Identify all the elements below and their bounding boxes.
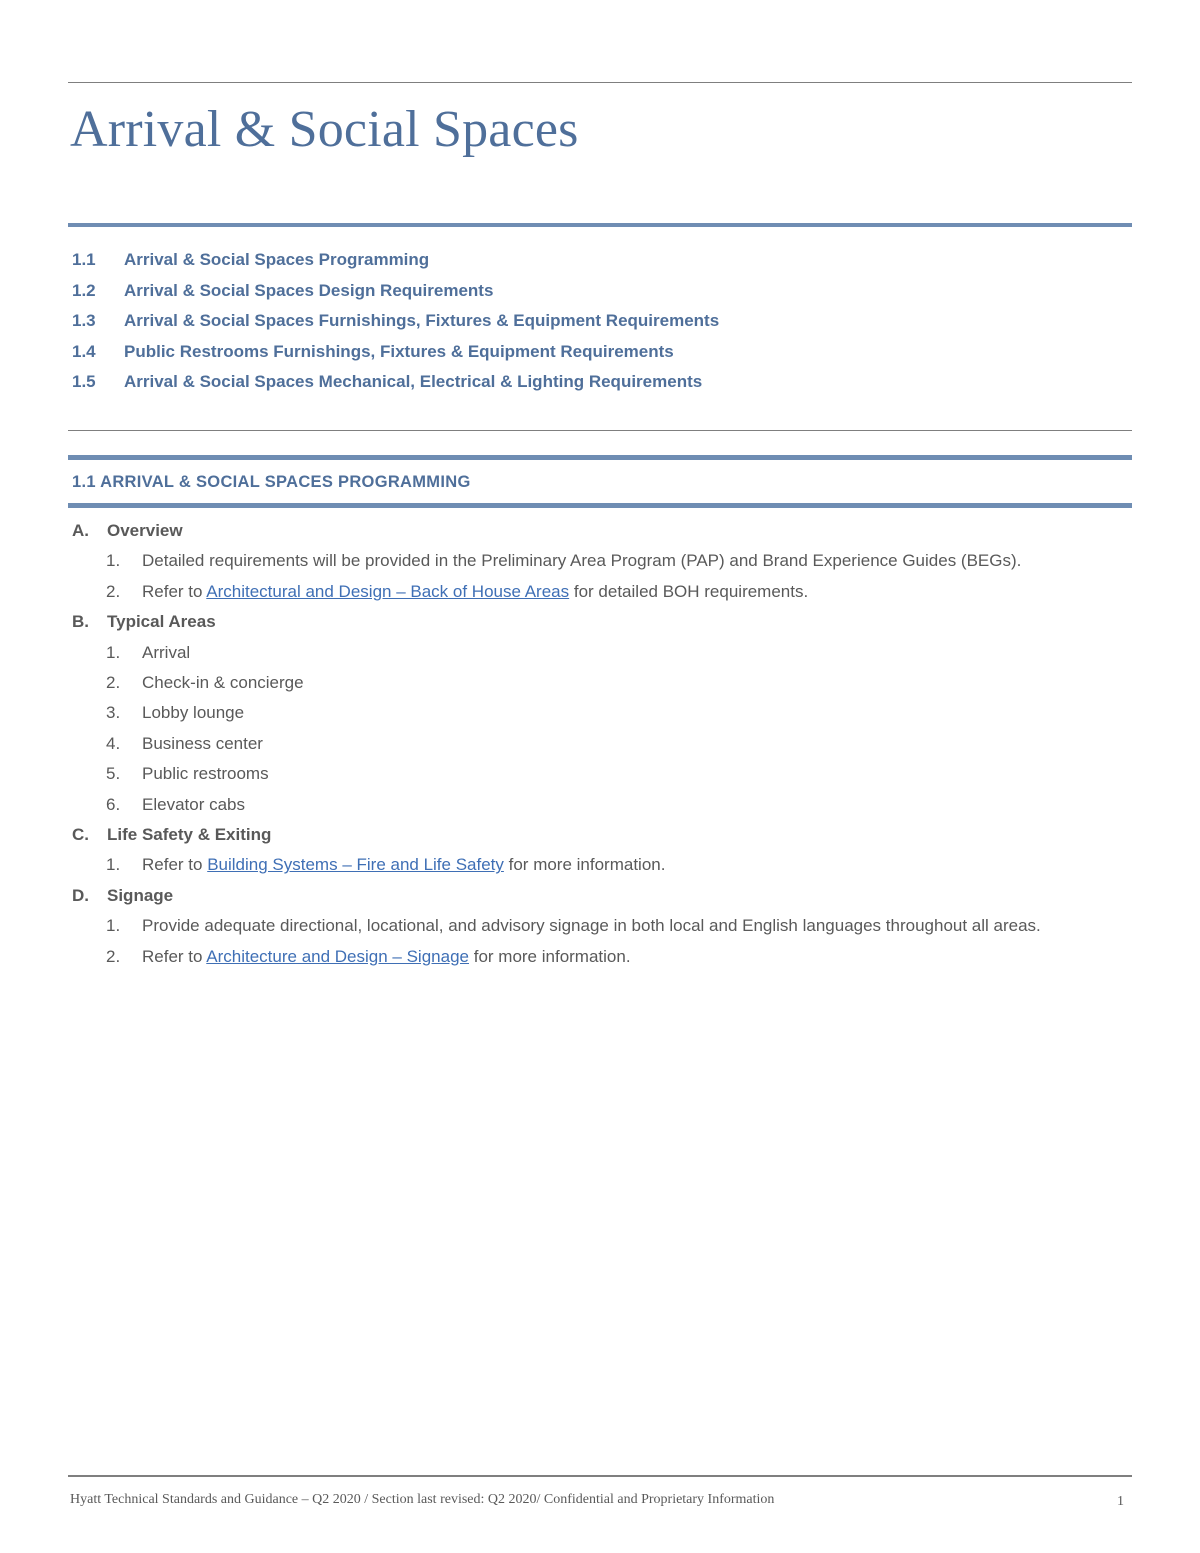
toc-label: Arrival & Social Spaces Design Requirements [124,280,494,300]
list-number: 6. [106,794,121,814]
toc-label: Arrival & Social Spaces Programming [124,250,430,269]
toc-divider [68,430,1132,431]
title-underline [68,223,1132,227]
section-heading-top-bar [68,455,1132,460]
footer-text: Hyatt Technical Standards and Guidance – Q2 2020 / Section last revised: Q2 2020/ Confidential and Proprietary Information [70,1492,775,1507]
outline-letter: B. [72,612,89,632]
toc-label: Arrival & Social Spaces Mechanical, Electrical & Lighting Requirements [124,372,703,391]
outline-letter: D. [72,885,89,905]
page-number: 1 [1117,1494,1124,1509]
list-text-pre: Refer to [142,855,208,875]
toc-entry-1-1[interactable] [72,245,1132,276]
list-number: 2. [106,581,121,601]
fire-and-life-safety-link[interactable]: Building Systems – Fire and Life Safety [207,855,504,875]
list-number: 1. [106,642,121,662]
toc-number: 1.3 [72,311,96,330]
toc-entry-1-5[interactable] [72,367,1132,398]
outline-heading-text: Typical Areas [107,612,216,632]
list-item [72,911,1122,941]
list-text: Elevator cabs [142,794,245,814]
outline-heading-life-safety [72,820,1122,850]
list-item [72,577,1122,607]
list-item [72,729,1122,759]
list-item [72,790,1122,820]
toc-number: 1.5 [72,372,96,391]
list-text: Detailed requirements will be provided in the Preliminary Area Program (PAP) and Brand Experience Guides (BEGs). [142,551,1022,571]
list-number: 3. [106,703,121,723]
signage-link[interactable]: Architecture and Design – Signage [206,946,469,966]
list-text-post: for more information. [503,855,666,875]
list-number: 4. [106,733,121,753]
list-item [72,668,1122,698]
top-divider [68,82,1132,83]
list-number: 1. [106,551,121,571]
list-item [72,759,1122,789]
outline-heading-text: Signage [107,885,174,905]
toc-entry-1-4[interactable] [72,337,1132,368]
outline-heading-overview [72,516,1122,546]
toc-label: Public Restrooms Furnishings, Fixtures & Equipment Requirements [124,341,674,361]
list-text-post: for detailed BOH requirements. [569,581,809,601]
list-number: 2. [106,946,121,966]
list-number: 1. [106,916,121,936]
back-of-house-areas-link[interactable]: Architectural and Design – Back of House Areas [206,581,570,601]
toc-number: 1.1 [72,250,96,269]
toc-entry-1-2[interactable] [72,276,1132,307]
section-heading: 1.1 ARRIVAL & SOCIAL SPACES PROGRAMMING [72,473,471,491]
outline-heading-text: Life Safety & Exiting [107,825,272,845]
list-item [72,942,1122,972]
page-title: Arrival & Social Spaces [70,101,579,158]
list-item [72,850,1122,880]
list-number: 5. [106,764,121,784]
list-text-pre: Refer to [142,946,207,966]
outline-letter: A. [72,521,89,540]
list-text: Provide adequate directional, locational, and advisory signage in both local and English languages throughout all areas. [142,916,1041,936]
footer-divider [68,1475,1132,1477]
list-number: 2. [106,673,121,693]
list-text: Arrival [142,642,191,662]
toc-entry-1-3[interactable] [72,306,1132,337]
outline-heading-signage [72,881,1122,911]
list-text: Public restrooms [142,764,269,784]
toc-number: 1.2 [72,280,96,300]
section-heading-bottom-bar [68,503,1132,508]
list-item [72,698,1122,728]
list-item [72,546,1122,576]
list-text: Business center [142,733,263,753]
outline-letter: C. [72,825,89,845]
toc-number: 1.4 [72,341,96,361]
list-text: Check-in & concierge [142,673,304,693]
list-text-post: for more information. [469,946,631,966]
toc-label: Arrival & Social Spaces Furnishings, Fixtures & Equipment Requirements [124,311,720,330]
list-text-pre: Refer to [142,581,207,601]
outline-heading-text: Overview [107,521,183,540]
section-outline [72,516,1122,972]
list-item [72,638,1122,668]
table-of-contents [72,245,1132,398]
outline-heading-typical-areas [72,607,1122,637]
list-text: Lobby lounge [142,703,245,723]
list-number: 1. [106,855,121,875]
